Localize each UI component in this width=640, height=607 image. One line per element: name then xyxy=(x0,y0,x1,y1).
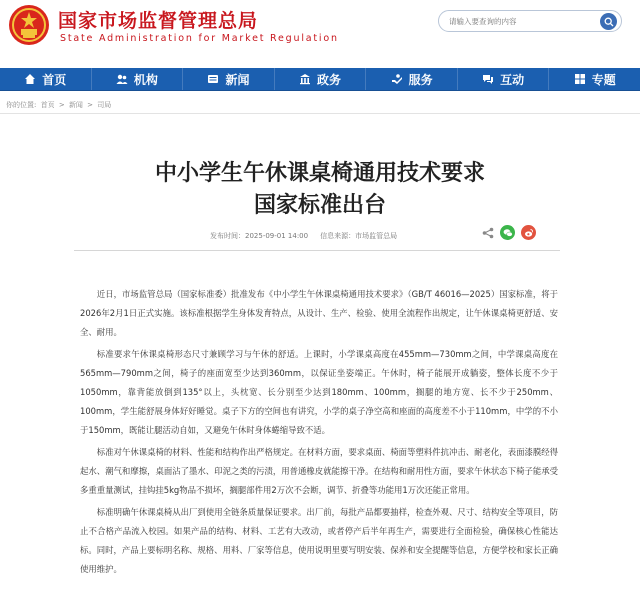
share-icon[interactable] xyxy=(482,227,494,239)
article-paragraph: 标准要求午休课桌椅形态尺寸兼顾学习与午休的舒适。上课时，小学课桌高度在455mm—730mm之间，中学课桌高度在565mm—790mm之间，椅子的座面宽至少达到360mm，以保证坐姿端正。午休时，椅子能展开成躺姿，整体长度不少于1050mm，靠背能放倒到135°以上，头枕宽、长分别至少达到180mm、100mm，搁腿的地方宽、长不少于250mm、100mm，学生能舒展身体好好睡觉。桌子下方的空间也有讲究，小学的桌子净空高和座面的高度差不小于110mm，中学的不小于150mm，既能让腿活动自如，又避免午休时身体蜷缩导致不适。 xyxy=(80,349,558,435)
interact-icon xyxy=(482,73,494,85)
source-label: 信息来源： xyxy=(320,232,356,240)
nav-item-service[interactable] xyxy=(366,68,458,90)
site-title[interactable]: 国家市场监督管理总局 xyxy=(58,10,259,32)
wechat-icon xyxy=(503,228,513,238)
gov-icon xyxy=(299,73,311,85)
nav-label: 专题 xyxy=(591,72,616,87)
nav-label: 新闻 xyxy=(225,72,250,87)
nav-item-interact[interactable] xyxy=(458,68,550,90)
article-paragraph: 近日，市场监管总局（国家标准委）批准发布《中小学生午休课桌椅通用技术要求》（GB/T 46016—2025）国家标准，将于2026年2月1日正式实施。该标准根据学生身体发育特点，从设计、生产、检验、使用全流程作出规定，让午休课桌椅更舒适、安全、耐用。 xyxy=(80,289,558,337)
article-paragraph: 标准明确午休课桌椅从出厂到使用全链条质量保证要求。出厂前，每批产品都要抽样，检查外观、尺寸、结构安全等项目，防止不合格产品流入校园。如果产品的结构、材料、工艺有大改动，或者停产后半年再生产，需要进行全面检验，确保核心性能达标。同时，产品上要标明名称、规格、用料、厂家等信息，使用说明里要写明安装、保养和安全提醒等信息，方便学校和家长正确使用维护。 xyxy=(80,507,558,574)
breadcrumb-separator: > xyxy=(58,101,65,109)
breadcrumb xyxy=(6,100,113,110)
search-button[interactable] xyxy=(600,13,617,30)
breadcrumb-prefix: 你的位置: xyxy=(6,101,37,109)
nav-label: 机构 xyxy=(133,72,158,87)
home-icon xyxy=(24,73,36,85)
article-body xyxy=(80,285,558,582)
news-icon xyxy=(207,73,219,85)
nav-label: 互动 xyxy=(500,72,525,87)
article-title-line1: 中小学生午休课桌椅通用技术要求 xyxy=(154,161,485,186)
source-value: 市场监管总局 xyxy=(355,232,398,240)
article-paragraph: 标准对午休课桌椅的材料、性能和结构作出严格规定。在材料方面，要求桌面、椅面等塑料件抗冲击、耐老化，表面漆膜经得起水、潮气和摩擦，桌面沾了墨水、印泥之类的污渍，用普通橡皮就能擦干净。在结构和耐用性方面，要求午休状态下椅子能承受多重重量测试，挂钩挂5kg物品不损坏，搁腿部件用2万次不会断，调节、折叠等功能用1万次还能正常用。 xyxy=(80,447,558,495)
breadcrumb-item-news[interactable]: 新闻 xyxy=(68,101,83,109)
breadcrumb-separator: > xyxy=(87,101,94,109)
breadcrumb-item-dept[interactable]: 司局 xyxy=(97,101,112,109)
breadcrumb-divider xyxy=(0,113,640,114)
breadcrumb-item-home[interactable]: 首页 xyxy=(40,101,55,109)
site-header xyxy=(0,0,640,66)
nav-label: 服务 xyxy=(408,72,433,87)
publish-label: 发布时间： xyxy=(210,232,245,240)
weibo-share-button[interactable] xyxy=(521,225,536,240)
article-divider xyxy=(74,250,560,251)
publish-time: 2025-09-01 14:00 xyxy=(245,232,309,240)
service-icon xyxy=(391,73,403,85)
nav-label: 政务 xyxy=(317,72,342,87)
article-title-line2: 国家标准出台 xyxy=(253,193,386,218)
nav-item-org[interactable] xyxy=(92,68,184,90)
article-meta xyxy=(210,231,397,241)
national-emblem-icon[interactable] xyxy=(8,4,50,46)
nav-item-gov[interactable] xyxy=(275,68,367,90)
topic-icon xyxy=(574,73,586,85)
nav-item-topic[interactable] xyxy=(549,68,640,90)
main-nav xyxy=(0,68,640,91)
nav-item-news[interactable] xyxy=(183,68,275,90)
share-bar xyxy=(482,225,536,240)
weibo-icon xyxy=(524,228,534,238)
nav-label: 首页 xyxy=(42,72,67,87)
search-icon xyxy=(604,17,614,27)
site-subtitle: State Administration for Market Regulation xyxy=(60,33,339,44)
search-input[interactable] xyxy=(438,10,622,32)
nav-item-home[interactable] xyxy=(0,68,92,90)
wechat-share-button[interactable] xyxy=(500,225,515,240)
org-icon xyxy=(116,73,128,85)
